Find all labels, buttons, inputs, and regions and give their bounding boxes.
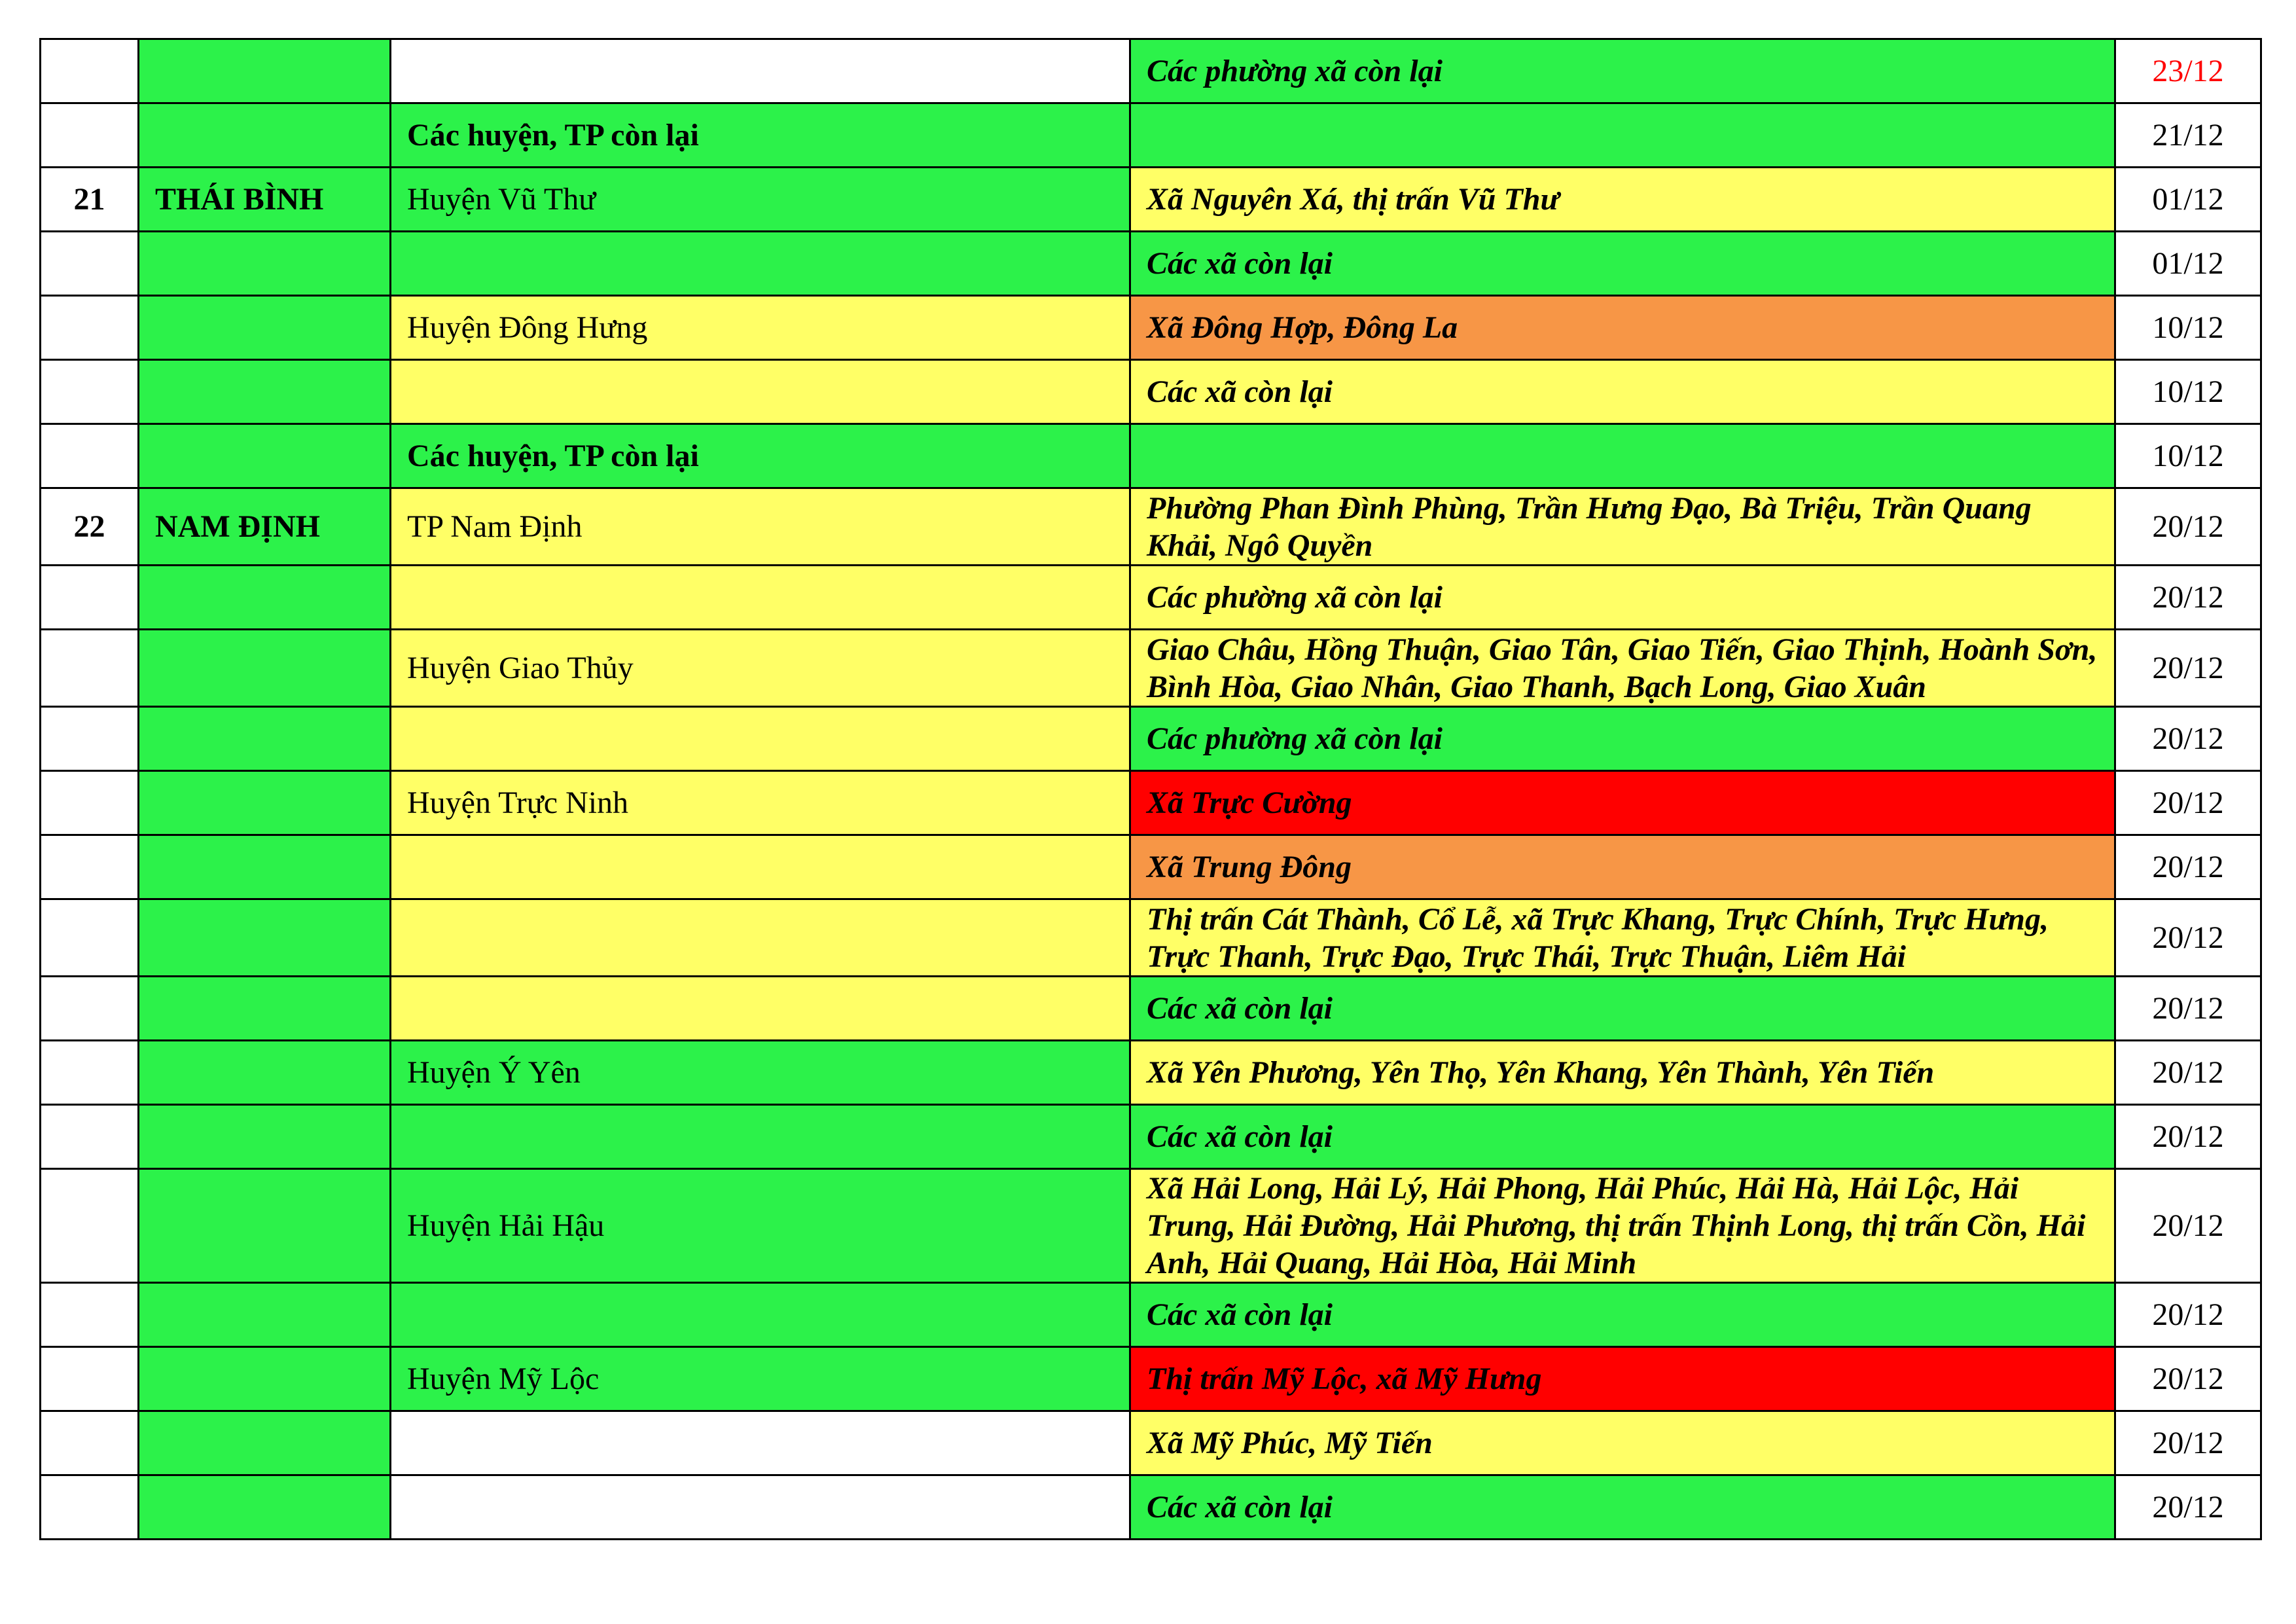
stt-cell: [41, 360, 139, 424]
stt-cell: [41, 1347, 139, 1411]
province-cell: [139, 707, 391, 771]
district-cell: [391, 1475, 1130, 1540]
date-cell: 20/12: [2115, 1347, 2261, 1411]
ward-cell: Các xã còn lại: [1130, 1105, 2115, 1169]
province-cell: [139, 1475, 391, 1540]
district-cell: Huyện Trực Ninh: [391, 771, 1130, 835]
stt-cell: [41, 630, 139, 707]
zoning-table: [39, 38, 2262, 1540]
date-cell: 20/12: [2115, 899, 2261, 977]
table-row: [41, 360, 2261, 424]
district-cell: [391, 360, 1130, 424]
district-cell: [391, 566, 1130, 630]
province-cell: [139, 1105, 391, 1169]
stt-cell: [41, 1283, 139, 1347]
province-cell: [139, 899, 391, 977]
table-row: [41, 1041, 2261, 1105]
date-cell: 01/12: [2115, 232, 2261, 296]
province-cell: [139, 1347, 391, 1411]
ward-cell: Các phường xã còn lại: [1130, 566, 2115, 630]
date-cell: 10/12: [2115, 296, 2261, 360]
stt-cell: [41, 1105, 139, 1169]
district-cell: [391, 899, 1130, 977]
table-row: [41, 707, 2261, 771]
district-cell: [391, 707, 1130, 771]
table-row: [41, 39, 2261, 103]
ward-cell: Xã Trung Đông: [1130, 835, 2115, 899]
table-row: [41, 1105, 2261, 1169]
province-cell: [139, 630, 391, 707]
stt-cell: [41, 39, 139, 103]
date-cell: 20/12: [2115, 1041, 2261, 1105]
ward-cell: Thị trấn Cát Thành, Cổ Lễ, xã Trực Khang, Trực Chính, Trực Hưng, Trực Thanh, Trực Đạo, Trực Thái, Trực Thuận, Liêm Hải: [1130, 899, 2115, 977]
district-cell: [391, 1283, 1130, 1347]
province-cell: [139, 771, 391, 835]
date-cell: 10/12: [2115, 360, 2261, 424]
ward-cell: Các xã còn lại: [1130, 360, 2115, 424]
stt-cell: [41, 1411, 139, 1475]
table-row: [41, 1411, 2261, 1475]
table-row: [41, 168, 2261, 232]
date-cell: 21/12: [2115, 103, 2261, 168]
table-row: [41, 630, 2261, 707]
ward-cell: Các xã còn lại: [1130, 232, 2115, 296]
ward-cell: Xã Nguyên Xá, thị trấn Vũ Thư: [1130, 168, 2115, 232]
date-cell: 20/12: [2115, 1105, 2261, 1169]
table-row: [41, 232, 2261, 296]
stt-cell: [41, 232, 139, 296]
stt-cell: [41, 771, 139, 835]
province-cell: [139, 1283, 391, 1347]
district-cell: Huyện Vũ Thư: [391, 168, 1130, 232]
province-cell: THÁI BÌNH: [139, 168, 391, 232]
stt-cell: [41, 899, 139, 977]
province-cell: [139, 296, 391, 360]
date-cell: 20/12: [2115, 1169, 2261, 1283]
ward-cell: Các xã còn lại: [1130, 1475, 2115, 1540]
district-cell: Huyện Giao Thủy: [391, 630, 1130, 707]
table-row: [41, 1283, 2261, 1347]
ward-cell: Xã Yên Phương, Yên Thọ, Yên Khang, Yên Thành, Yên Tiến: [1130, 1041, 2115, 1105]
ward-cell: Xã Đông Hợp, Đông La: [1130, 296, 2115, 360]
ward-cell: Thị trấn Mỹ Lộc, xã Mỹ Hưng: [1130, 1347, 2115, 1411]
table-body: [41, 39, 2261, 1540]
ward-cell: Phường Phan Đình Phùng, Trần Hưng Đạo, Bà Triệu, Trần Quang Khải, Ngô Quyền: [1130, 488, 2115, 566]
district-cell: Huyện Ý Yên: [391, 1041, 1130, 1105]
province-cell: [139, 1041, 391, 1105]
table-row: [41, 1347, 2261, 1411]
stt-cell: [41, 1041, 139, 1105]
province-cell: [139, 103, 391, 168]
date-cell: 01/12: [2115, 168, 2261, 232]
province-cell: [139, 1411, 391, 1475]
ward-cell: Các xã còn lại: [1130, 1283, 2115, 1347]
date-cell: 20/12: [2115, 1475, 2261, 1540]
date-cell: 20/12: [2115, 835, 2261, 899]
district-cell: [391, 977, 1130, 1041]
table-row: [41, 977, 2261, 1041]
ward-cell: Các xã còn lại: [1130, 977, 2115, 1041]
stt-cell: [41, 977, 139, 1041]
stt-cell: [41, 1169, 139, 1283]
district-cell: TP Nam Định: [391, 488, 1130, 566]
ward-cell: Các phường xã còn lại: [1130, 39, 2115, 103]
province-cell: [139, 39, 391, 103]
date-cell: 20/12: [2115, 566, 2261, 630]
table-row: [41, 1169, 2261, 1283]
table-row: [41, 835, 2261, 899]
stt-cell: 21: [41, 168, 139, 232]
table-row: [41, 103, 2261, 168]
stt-cell: [41, 296, 139, 360]
date-cell: 20/12: [2115, 1411, 2261, 1475]
district-cell: Huyện Hải Hậu: [391, 1169, 1130, 1283]
stt-cell: [41, 835, 139, 899]
date-cell: 20/12: [2115, 1283, 2261, 1347]
ward-cell: Các phường xã còn lại: [1130, 707, 2115, 771]
date-cell: 10/12: [2115, 424, 2261, 488]
district-cell: [391, 835, 1130, 899]
district-cell: [391, 232, 1130, 296]
province-cell: [139, 360, 391, 424]
district-cell: Các huyện, TP còn lại: [391, 424, 1130, 488]
province-cell: [139, 977, 391, 1041]
ward-cell: [1130, 103, 2115, 168]
province-cell: [139, 424, 391, 488]
table-row: [41, 566, 2261, 630]
stt-cell: [41, 103, 139, 168]
province-cell: [139, 566, 391, 630]
district-cell: [391, 39, 1130, 103]
date-cell: 20/12: [2115, 630, 2261, 707]
ward-cell: Giao Châu, Hồng Thuận, Giao Tân, Giao Tiến, Giao Thịnh, Hoành Sơn, Bình Hòa, Giao Nhân, Giao Thanh, Bạch Long, Giao Xuân: [1130, 630, 2115, 707]
district-cell: Huyện Đông Hưng: [391, 296, 1130, 360]
stt-cell: 22: [41, 488, 139, 566]
ward-cell: Xã Mỹ Phúc, Mỹ Tiến: [1130, 1411, 2115, 1475]
stt-cell: [41, 566, 139, 630]
district-cell: [391, 1105, 1130, 1169]
date-cell: 20/12: [2115, 771, 2261, 835]
province-cell: NAM ĐỊNH: [139, 488, 391, 566]
district-cell: Huyện Mỹ Lộc: [391, 1347, 1130, 1411]
table-row: [41, 424, 2261, 488]
province-cell: [139, 835, 391, 899]
date-cell: 20/12: [2115, 707, 2261, 771]
province-cell: [139, 1169, 391, 1283]
table-row: [41, 899, 2261, 977]
date-cell: 20/12: [2115, 977, 2261, 1041]
ward-cell: [1130, 424, 2115, 488]
table-row: [41, 488, 2261, 566]
stt-cell: [41, 707, 139, 771]
district-cell: [391, 1411, 1130, 1475]
table-row: [41, 771, 2261, 835]
ward-cell: Xã Hải Long, Hải Lý, Hải Phong, Hải Phúc, Hải Hà, Hải Lộc, Hải Trung, Hải Đường, Hải Phương, thị trấn Thịnh Long, thị trấn Cồn, Hải Anh, Hải Quang, Hải Hòa, Hải Minh: [1130, 1169, 2115, 1283]
table-row: [41, 1475, 2261, 1540]
date-cell: 20/12: [2115, 488, 2261, 566]
district-cell: Các huyện, TP còn lại: [391, 103, 1130, 168]
province-cell: [139, 232, 391, 296]
table-row: [41, 296, 2261, 360]
stt-cell: [41, 424, 139, 488]
date-cell: 23/12: [2115, 39, 2261, 103]
ward-cell: Xã Trực Cường: [1130, 771, 2115, 835]
stt-cell: [41, 1475, 139, 1540]
